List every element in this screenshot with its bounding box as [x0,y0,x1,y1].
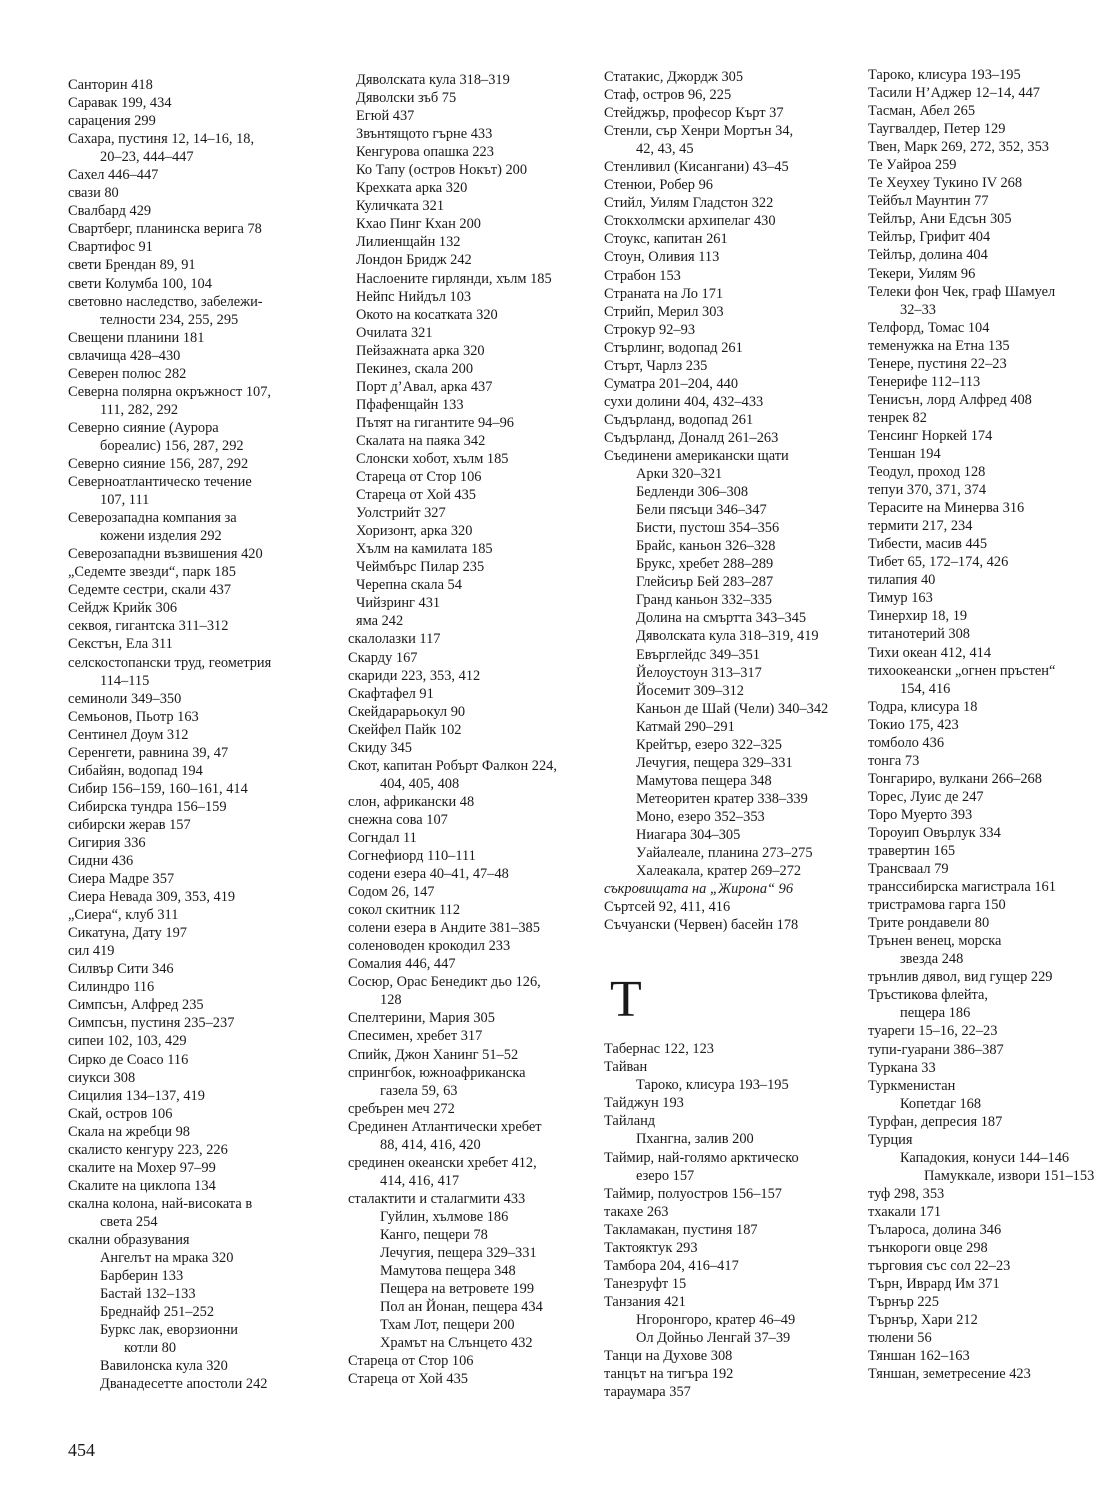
index-subentry: Бисти, пустош 354–356 [636,520,780,537]
index-entry: Такламакан, пустиня 187 [604,1221,758,1238]
index-entry: Търнър, Хари 212 [868,1312,978,1329]
index-entry: Скала на жребци 98 [68,1123,190,1140]
index-entry: сребърен меч 272 [348,1100,455,1117]
index-entry: Куличката 321 [356,198,445,215]
index-entry: Трите рондавели 80 [868,915,990,932]
index-subentry: Канго, пещери 78 [380,1227,488,1243]
index-entry: травертин 165 [868,843,956,860]
index-entry: Дяволската кула 318–319 [356,72,510,88]
index-entry: Табернас 122, 123 [604,1041,714,1058]
index-entry: Тейлър, Ани Едсън 305 [868,211,1012,228]
index-subentry: 107, 111 [100,492,150,509]
index-entry: Стоун, Оливия 113 [604,249,720,266]
index-entry: Северозападна компания за [68,510,237,527]
index-entry: Съдърланд, водопад 261 [604,411,754,428]
index-entry: сипеи 102, 103, 429 [68,1033,187,1050]
index-entry: Наслоените гирлянди, хълм 185 [356,270,552,287]
index-entry: Крехката арка 320 [356,180,468,197]
index-entry: Трансваал 79 [868,861,949,878]
index-entry: Сахел 446–447 [68,167,159,184]
index-subentry: Крейтър, езеро 322–325 [636,736,782,753]
index-entry: Сибирска тундра 156–159 [68,798,227,815]
index-column-2 [348,71,606,1388]
index-subentry: 128 [380,992,402,1009]
index-subentry: Ниагара 304–305 [636,826,741,843]
index-entry: Суматра 201–204, 440 [604,375,739,392]
index-entry: Телфорд, Томас 104 [868,319,990,336]
index-subentry: Памуккале, извори 151–153 [924,1167,1095,1184]
index-entry: Трънен венец, морска [868,933,1002,950]
index-entry: сокол скитник 112 [348,902,461,919]
index-entry: тараумара 357 [604,1384,691,1401]
index-subentry: 111, 282, 292 [100,401,179,418]
index-entry: Свартберг, планинска верига 78 [68,221,262,238]
index-subentry: Пхангна, залив 200 [636,1131,754,1148]
index-entry: Хълм на камилата 185 [356,541,493,558]
index-entry: Стенюи, Робер 96 [604,177,713,194]
index-entry: свети Брендан 89, 91 [68,257,196,274]
index-entry: Съединени американски щати [604,447,789,464]
index-entry: Турфан, депресия 187 [868,1113,1003,1130]
index-entry: Слонски хобот, хълм 185 [356,450,509,467]
index-subentry: Буркс лак, еворзионни [100,1322,239,1339]
index-subentry: Бедленди 306–308 [636,484,749,501]
index-entry: Тръстикова флейта, [868,987,988,1004]
index-subentry: Бастай 132–133 [100,1286,196,1303]
index-entry: Съдърланд, Доналд 261–263 [604,429,779,446]
index-subentry: Пол ан Йонан, пещера 434 [380,1299,543,1316]
index-entry: Звънтящото гърне 433 [356,126,493,143]
index-entry: Саравак 199, 434 [68,95,172,112]
index-entry: Спийк, Джон Ханинг 51–52 [348,1046,519,1063]
index-subentry: Халеакала, кратер 269–272 [636,863,802,880]
index-entry: Седемте сестри, скали 437 [68,582,232,599]
index-entry: спрингбок, южноафриканска [348,1064,526,1081]
index-subentry: Копетдаг 168 [900,1095,982,1112]
index-entry: Тенере, пустиня 22–23 [868,355,1007,372]
index-entry: скални образувания [68,1232,190,1248]
index-entry: Северозападни възвишения 420 [68,546,263,563]
index-entry: Съчуански (Червен) басейн 178 [604,917,799,934]
index-entry: Содом 26, 147 [348,884,435,901]
index-entry: томболо 436 [868,734,945,751]
index-subentry: Моно, езеро 352–353 [636,808,765,825]
index-entry: Турция [868,1131,913,1148]
index-subentry: Бреднайф 251–252 [100,1304,215,1321]
index-entry: Стърлинг, водопад 261 [604,339,743,356]
index-entry: сухи долини 404, 432–433 [604,393,764,410]
index-entry: солени езера в Андите 381–385 [348,920,540,937]
index-entry: Токио 175, 423 [868,716,959,733]
index-entry: Скафтафел 91 [348,685,434,702]
index-entry: Тейлър, долина 404 [868,247,988,264]
index-entry: Тълароса, долина 346 [868,1222,1002,1238]
index-entry: Дяволски зъб 75 [356,90,457,107]
index-entry: Сигирия 336 [68,834,146,851]
index-entry: яма 242 [356,613,404,630]
index-entry: Сидни 436 [68,853,134,870]
index-column-3 [604,68,862,1401]
index-subentry: Ол Дойньо Ленгай 37–39 [636,1330,791,1346]
index-entry: сталактити и сталагмити 433 [348,1190,526,1207]
index-entry: скалолазки 117 [348,631,441,648]
index-entry: танцът на тигъра 192 [604,1366,734,1383]
index-entry: Тяншан 162–163 [868,1348,970,1365]
index-subentry: Брукс, хребет 288–289 [636,556,774,573]
index-entry: Телеки фон Чек, граф Шамуел [868,283,1056,300]
index-entry: Туркана 33 [868,1059,936,1076]
index-entry: Сиера Невада 309, 353, 419 [68,889,236,906]
index-entry: Стийл, Уилям Гладстон 322 [604,195,774,212]
index-subentry: Нгоронгоро, кратер 46–49 [636,1311,796,1328]
index-entry: Симпсън, пустиня 235–237 [68,1015,235,1032]
index-subentry: звезда 248 [900,951,964,968]
index-entry: Тайван [604,1059,648,1076]
index-subentry: Метеоритен кратер 338–339 [636,790,808,807]
index-entry: скалисто кенгуру 223, 226 [68,1141,228,1158]
index-subentry: Гранд каньон 332–335 [636,592,772,609]
index-entry: Тихи океан 412, 414 [868,644,992,661]
index-subentry: Вавилонска кула 320 [100,1358,228,1375]
index-entry: Стрийп, Мерил 303 [604,303,724,320]
index-entry: тенрек 82 [868,409,927,426]
index-subentry: Долина на смъртта 343–345 [636,610,807,627]
index-entry: Съртсей 92, 411, 416 [604,899,731,916]
index-entry: Тимур 163 [868,590,933,607]
index-entry: Санторин 418 [68,77,153,93]
index-entry: свази 80 [68,185,119,202]
index-entry: селскостопански труд, геометрия [68,654,272,671]
index-entry: Теншан 194 [868,445,941,462]
index-entry: Тасман, Абел 265 [868,103,976,120]
index-entry: Те Хеухеу Тукино IV 268 [868,175,1023,192]
index-entry: Сикатуна, Дату 197 [68,925,187,942]
index-entry: Пекинез, скала 200 [356,360,474,377]
index-entry: Стенли, сър Хенри Мортън 34, [604,123,794,140]
index-entry: Танци на Духове 308 [604,1348,733,1365]
index-entry: Стареца от Стор 106 [348,1353,474,1370]
index-subentry: 32–33 [900,301,936,318]
index-entry: Сирко де Соасо 116 [68,1051,189,1068]
index-entry: Тибести, масив 445 [868,536,988,553]
index-entry: титанотерий 308 [868,626,971,643]
index-entry: сибирски жерав 157 [68,816,191,833]
index-subentry: Мамутова пещера 348 [636,772,772,789]
index-subentry: Каньон де Шай (Чели) 340–342 [636,700,829,717]
index-entry: Семьонов, Пьотр 163 [68,708,199,725]
index-entry: Уолстрийт 327 [356,505,446,522]
index-entry: Сиера Мадре 357 [68,871,175,888]
index-subentry: Брайс, каньон 326–328 [636,538,776,555]
index-entry: Сицилия 134–137, 419 [68,1087,205,1104]
index-entry: Скиду 345 [348,739,412,756]
index-entry: Согндал 11 [348,829,417,846]
index-entry: Свалбард 429 [68,203,152,220]
index-entry: Тейлър, Грифит 404 [868,229,991,246]
index-entry: Тароко, клисура 193–195 [868,67,1021,83]
index-subentry: Глейсиър Бей 283–287 [636,574,774,591]
index-entry: Танзания 421 [604,1293,686,1310]
index-subentry: 88, 414, 416, 420 [380,1136,481,1153]
index-entry: търговия със сол 22–23 [868,1258,1011,1275]
index-entry: тупи-гуарани 386–387 [868,1041,1004,1058]
index-entry: трънлив дявол, вид гущер 229 [868,969,1053,986]
index-entry: Скалата на паяка 342 [356,432,486,449]
index-entry: „Седемте звезди“, парк 185 [68,564,236,581]
index-entry: Текери, Уилям 96 [868,265,976,282]
index-subentry: Барберин 133 [100,1268,184,1285]
index-entry: Срединен Атлантически хребет [348,1118,542,1135]
index-entry: Свещени планини 181 [68,329,205,346]
index-entry: Симпсън, Алфред 235 [68,997,204,1014]
index-column-4 [868,66,1093,1383]
index-entry: Сентинел Доум 312 [68,726,189,743]
index-subentry: Пещера на ветровете 199 [380,1281,535,1298]
index-entry: семиноли 349–350 [68,690,182,707]
index-entry: Туркменистан [868,1077,956,1094]
index-entry: Тенсинг Норкей 174 [868,427,993,444]
index-entry: тхакали 171 [868,1203,942,1220]
page-number: 454 [68,1440,95,1460]
index-entry: Пейзажната арка 320 [356,342,485,359]
index-entry: Теодул, проход 128 [868,464,986,481]
index-entry: Стаф, остров 96, 225 [604,87,732,104]
index-subentry: Дяволската кула 318–319, 419 [636,628,819,645]
index-entry: скална колона, най-високата в [68,1195,253,1212]
index-entry: содени езера 40–41, 47–48 [348,866,509,883]
index-entry: Таймир, най-голямо арктическо [604,1149,799,1166]
index-entry: Скот, капитан Робърт Фалкон 224, [348,757,557,774]
index-subentry: Лечугия, пещера 329–331 [636,754,793,771]
index-entry: Търн, Иврард Им 371 [868,1276,1000,1293]
index-subentry: 20–23, 444–447 [100,149,194,166]
index-entry: „Сиера“, клуб 311 [68,907,179,924]
index-entry: Тонгариро, вулкани 266–268 [868,770,1042,787]
index-entry: Стенливил (Кисангани) 43–45 [604,159,789,176]
index-entry: Торо Муерто 393 [868,806,973,823]
index-entry: тристрамова гарга 150 [868,897,1006,914]
index-entry: Чийзринг 431 [356,595,441,612]
index-entry: Северно сияние 156, 287, 292 [68,455,249,472]
index-entry: Тасили Н’Аджер 12–14, 447 [868,85,1040,102]
index-subentry: 154, 416 [900,680,951,697]
index-subentry: газела 59, 63 [380,1082,458,1099]
index-entry: тюлени 56 [868,1330,932,1347]
index-entry: тепуи 370, 371, 374 [868,482,987,499]
index-subentry: Тароко, клисура 193–195 [636,1077,789,1094]
index-entry: Кенгурова опашка 223 [356,144,494,161]
index-entry: срединен океански хребет 412, [348,1154,537,1171]
index-entry: Тамбора 204, 416–417 [604,1257,739,1274]
index-entry: Черепна скала 54 [356,577,462,594]
index-entry: Сейдж Крийк 306 [68,600,178,617]
index-entry: тилапия 40 [868,572,936,589]
index-subentry: Арки 320–321 [636,466,723,483]
index-entry: Пфафенщайн 133 [356,396,464,413]
index-entry: Торес, Луис де 247 [868,788,984,805]
index-entry: Страната на Ло 171 [604,285,724,302]
index-entry: соленоводен крокодил 233 [348,938,511,955]
index-entry: тънкороги овце 298 [868,1240,988,1257]
index-entry: Лилиенщайн 132 [356,234,461,251]
index-entry: Скейдарарьокул 90 [348,703,466,720]
index-entry: Порт д’Авал, арка 437 [356,378,493,395]
index-entry: термити 217, 234 [868,518,973,535]
index-subentry: Бели пясъци 346–347 [636,502,767,519]
index-entry: съкровищата на „Жирона“ 96 [604,881,794,898]
index-entry: Терасите на Минерва 316 [868,500,1025,517]
index-entry: Очилата 321 [356,324,433,341]
index-entry: Согнефиорд 110–111 [348,848,476,865]
index-entry: сарацения 299 [68,113,156,130]
index-entry: Скай, остров 106 [68,1105,173,1122]
index-entry: туф 298, 353 [868,1185,945,1202]
index-subentry: света 254 [100,1213,158,1230]
index-entry: скариди 223, 353, 412 [348,667,481,684]
index-entry: сил 419 [68,943,115,960]
index-entry: скалите на Мохер 97–99 [68,1159,216,1176]
index-entry: транссибирска магистрала 161 [868,879,1056,896]
index-entry: Северен полюс 282 [68,365,187,382]
index-entry: Пътят на гигантите 94–96 [356,414,514,431]
index-entry: Тороуип Овърлук 334 [868,824,1001,841]
index-entry: такахе 263 [604,1203,669,1220]
index-entry: Твен, Марк 269, 272, 352, 353 [868,139,1049,156]
index-entry: снежна сова 107 [348,811,448,828]
index-entry: Северно сияние (Аурора [68,419,219,436]
index-entry: Тенисън, лорд Алфред 408 [868,391,1032,408]
index-entry: слон, африкански 48 [348,793,475,810]
index-entry: Чеймбърс Пилар 235 [356,559,485,576]
index-subentry: Лечугия, пещера 329–331 [380,1245,537,1262]
index-entry: теменужка на Етна 135 [868,337,1010,354]
index-entry: Ко Тапу (остров Нокът) 200 [356,162,528,179]
index-entry: Тейбъл Маунтин 77 [868,193,989,210]
index-entry: секвоя, гигантска 311–312 [68,618,229,635]
index-entry: Страбон 153 [604,267,681,284]
index-entry: Танезруфт 15 [604,1275,687,1292]
index-column-1 [68,76,338,1393]
index-subentry: 114–115 [100,672,150,689]
index-entry: Таугвалдер, Петер 129 [868,121,1006,138]
index-entry: Тибет 65, 172–174, 426 [868,554,1009,571]
index-entry: Окото на косатката 320 [356,306,498,323]
index-entry: Спелтерини, Мария 305 [348,1010,495,1027]
index-subentry: Храмът на Слънцето 432 [380,1335,533,1352]
section-letter: Т [610,971,642,1029]
index-entry: Свартифос 91 [68,239,153,256]
index-entry: тихоокеански „огнен пръстен“ [868,662,1056,679]
index-subentry: бореалис) 156, 287, 292 [100,437,244,454]
index-entry: Кхао Пинг Кхан 200 [356,216,481,233]
index-subentry: Катмай 290–291 [636,718,735,735]
index-subentry: езеро 157 [636,1167,695,1184]
index-entry: Тинерхир 18, 19 [868,608,968,625]
index-subentry: кожени изделия 292 [100,528,222,545]
index-entry: Скалите на циклопа 134 [68,1177,216,1194]
index-entry: Северноатлантическо течение [68,474,252,491]
index-subentry: Уайалеале, планина 273–275 [636,845,813,862]
index-entry: Тайланд [604,1113,656,1130]
index-entry: Стокхолмски архипелаг 430 [604,213,776,230]
index-entry: Нейпс Нийдъл 103 [356,288,472,305]
index-subentry: Дванадесетте апостоли 242 [100,1376,268,1393]
index-subentry: телности 234, 255, 295 [100,311,239,328]
index-entry: свлачища 428–430 [68,347,181,364]
index-entry: Секстън, Ела 311 [68,636,173,653]
index-entry: туареги 15–16, 22–23 [868,1023,998,1040]
index-entry: Хоризонт, арка 320 [356,523,473,540]
index-entry: Те Уайроа 259 [868,157,957,174]
index-subentry: Йелоустоун 313–317 [636,664,762,681]
index-entry: Скейфел Пайк 102 [348,721,462,738]
index-entry: Сосюр, Орас Бенедикт дьо 126, [348,974,541,991]
index-entry: Търнър 225 [868,1294,939,1311]
index-entry: Силвър Сити 346 [68,961,174,978]
index-entry: Тодра, клисура 18 [868,698,978,715]
index-entry: Стейджър, професор Кърт 37 [604,105,784,122]
index-entry: Тайджун 193 [604,1095,684,1112]
index-entry: Сомалия 446, 447 [348,956,456,973]
index-subentry: пещера 186 [900,1005,971,1022]
index-entry: Таймир, полуостров 156–157 [604,1185,782,1202]
index-entry: Тенерифе 112–113 [868,373,981,390]
index-entry: Стареца от Стор 106 [356,469,482,486]
index-entry: тонга 73 [868,752,920,769]
index-subentry: 42, 43, 45 [636,141,694,158]
index-subentry: Мамутова пещера 348 [380,1263,516,1280]
index-entry: Северна полярна окръжност 107, [68,383,272,400]
index-entry: сиукси 308 [68,1069,136,1086]
index-entry: Стареца от Хой 435 [356,487,476,504]
index-subentry: Гуйлин, хълмове 186 [380,1208,509,1225]
index-subentry: котли 80 [124,1340,177,1357]
index-entry: световно наследство, забележи- [68,293,263,310]
index-entry: Серенгети, равнина 39, 47 [68,744,229,761]
index-entry: Строкур 92–93 [604,321,696,338]
index-entry: Сибайян, водопад 194 [68,762,203,779]
index-subentry: Ангелът на мрака 320 [100,1250,234,1267]
index-entry: Тяншан, земетресение 423 [868,1366,1031,1383]
index-entry: Сибир 156–159, 160–161, 414 [68,780,248,797]
index-subentry: Тхам Лот, пещери 200 [380,1317,515,1334]
index-subentry: 404, 405, 408 [380,775,460,792]
index-subentry: 414, 416, 417 [380,1172,460,1189]
index-entry: Лондон Бридж 242 [356,252,472,269]
index-entry: Стоукс, капитан 261 [604,231,728,248]
index-entry: Сахара, пустиня 12, 14–16, 18, [68,131,255,148]
index-entry: Спесимен, хребет 317 [348,1028,483,1045]
index-subentry: Йосемит 309–312 [636,682,744,699]
index-entry: свети Колумба 100, 104 [68,275,212,292]
index-subentry: Евърглейдс 349–351 [636,646,760,663]
index-entry: Статакис, Джордж 305 [604,69,744,85]
index-entry: Скарду 167 [348,649,418,666]
index-entry: Силиндро 116 [68,979,155,996]
index-subentry: Кападокия, конуси 144–146 [900,1149,1070,1166]
index-entry: Егюй 437 [356,108,415,125]
index-entry: Стърт, Чарлз 235 [604,357,708,374]
index-entry: Стареца от Хой 435 [348,1371,468,1388]
index-entry: Тактояктук 293 [604,1239,698,1256]
